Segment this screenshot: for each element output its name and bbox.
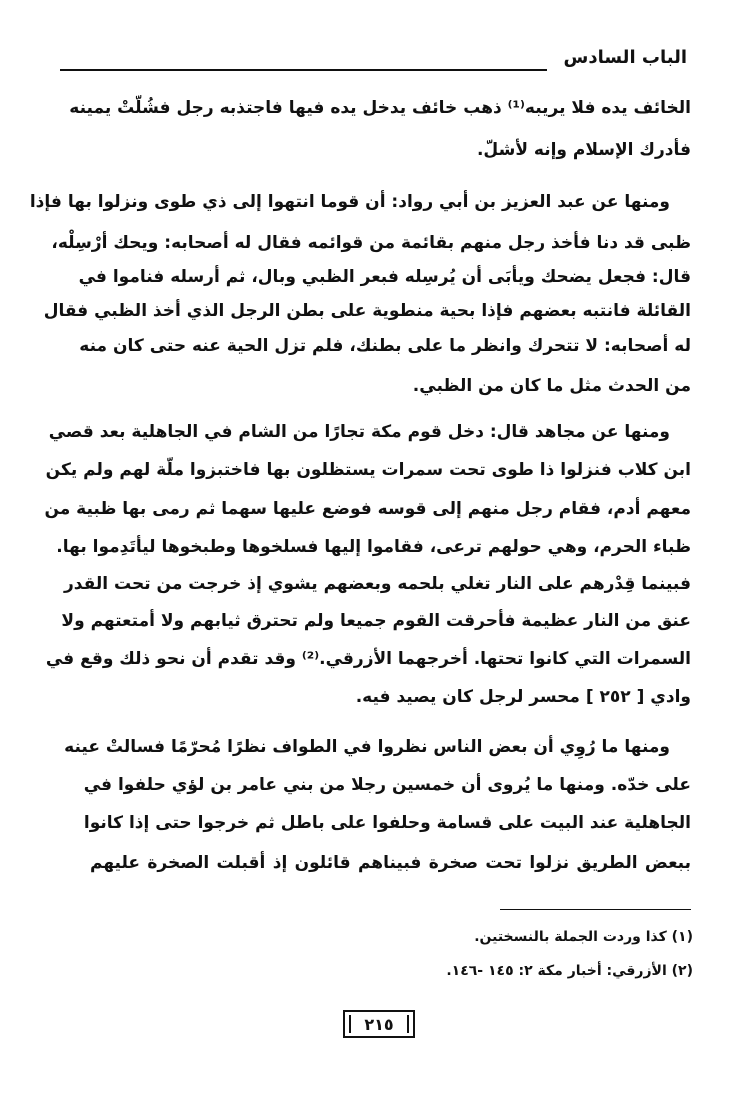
- text-line: من الحدث مثل ما كان من الظبي.: [412, 376, 691, 396]
- text-line: عنق من النار عظيمة فأحرقت القوم جميعا ولم تحترق ثيابهم ولا أمتعتهم ولا: [61, 611, 691, 631]
- text-line: على خدّه. ومنها ما يُروى أن خمسين رجلا من بني عامر بن لؤي حلفوا في: [83, 775, 691, 795]
- text-line: له أصحابه: لا تتحرك وانظر ما على بطنك، فلم تزل الحية عنه حتى كان منه: [79, 336, 691, 356]
- text-line: فبينما قِدْرهم على النار تغلي بلحمه وبعضهم يشوي إذ خرجت من تحت القدر: [64, 574, 691, 594]
- text-line: ومنها ما رُوِي أن بعض الناس نظروا في الطواف نظرًا مُحرّمًا فسالتْ عينه: [64, 737, 670, 757]
- header-rule: [60, 69, 547, 71]
- text-line: ابن كلاب فنزلوا ذا طوى تحت سمرات يستظلون بها فاختبزوا ملّة لهم ولم يكن: [45, 460, 691, 480]
- text-line: ببعض الطريق نزلوا تحت صخرة فبيناهم قائلون إذ أقبلت الصخرة عليهم: [90, 853, 691, 873]
- footnote: (١) كذا وردت الجملة بالنسختين.: [474, 929, 693, 945]
- text-line: وادي [ ٢٥٢ ] محسر لرجل كان يصيد فيه.: [355, 687, 691, 707]
- text-line: الخائف يده فلا يريبه⁽¹⁾ ذهب خائف يدخل يده فيها فاجتذبه رجل فشُلّتْ يمينه: [69, 98, 691, 118]
- footnote: (٢) الأزرقي: أخبار مكة ٢: ١٤٥ -١٤٦.: [446, 963, 693, 979]
- text-line: ومنها عن عبد العزيز بن أبي رواد: أن قوما انتهوا إلى ذي طوى ونزلوا بها فإذا: [29, 192, 670, 212]
- text-line: ظباء الحرم، وهي حولهم ترعى، فقاموا إليها فسلخوها وطبخوها ليأتَدِموا بها.: [56, 537, 691, 557]
- text-line: القائلة فانتبه بعضهم فإذا بحية منطوية على بطن الرجل الذي أخذ الظبي فقال: [43, 301, 691, 321]
- running-header-title: الباب السادس: [563, 47, 687, 68]
- footnote-rule: [500, 909, 691, 910]
- text-line: فأدرك الإسلام وإنه لأشلّ.: [476, 140, 691, 160]
- text-line: ظبى قد دنا فأخذ رجل منهم بقائمة من قوائمه فقال له أصحابه: ويحك أرْسِلْه،: [51, 233, 691, 253]
- text-line: الجاهلية عند البيت على قسامة وحلفوا على باطل ثم خرجوا حتى إذا كانوا: [83, 813, 691, 833]
- text-line: السمرات التي كانوا تحتها. أخرجهما الأزرقي.⁽²⁾ وقد تقدم أن نحو ذلك وقع في: [45, 649, 691, 669]
- text-line: معهم أدم، فقام رجل منهم إلى قوسه فوضع عليها سهما ثم رمى بها ظبية من: [44, 499, 691, 519]
- page-number: ٢١٥: [343, 1010, 415, 1038]
- text-line: قال: فجعل يضحك ويأبَى أن يُرسِله فبعر الظبي وبال، ثم أرسله فناموا في: [78, 267, 691, 287]
- text-line: ومنها عن مجاهد قال: دخل قوم مكة تجارًا من الشام في الجاهلية بعد قصي: [48, 422, 670, 442]
